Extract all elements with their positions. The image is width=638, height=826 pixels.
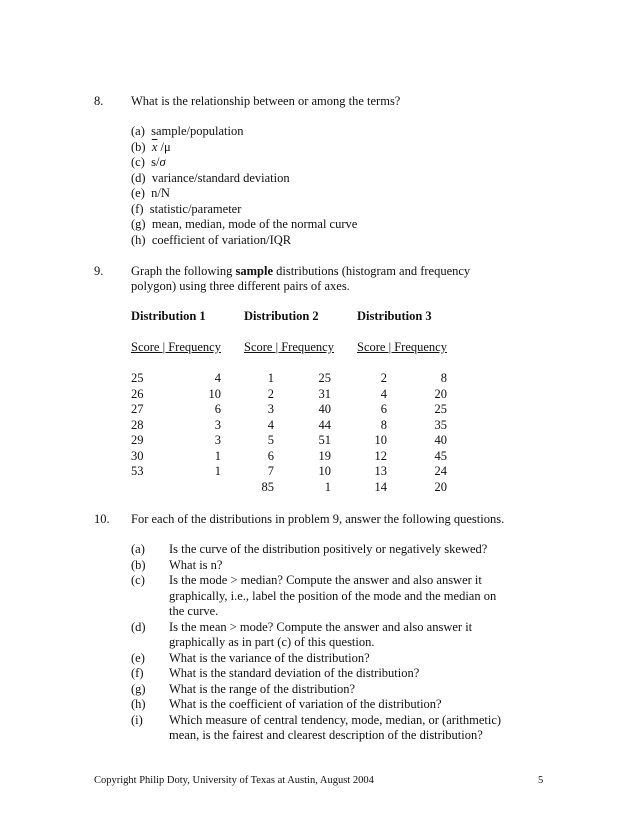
distribution-2-title: Distribution 2 [244,309,319,323]
question-8-prompt: What is the relationship between or among the terms? [131,94,401,108]
question-10-number: 10. [94,512,110,526]
table-row: 30 1 6 19 12 45 [131,448,447,463]
distribution-1-title: Distribution 1 [131,309,206,323]
table-row: 27 6 3 40 6 25 [131,402,447,416]
list-item: (f) statistic/parameter [131,201,242,216]
question-8-list [131,124,357,248]
table-row: 25 4 1 25 2 8 [131,371,447,385]
table-row: 26 10 2 31 4 20 [131,386,447,401]
distribution-table [131,371,447,495]
question-10-prompt: For each of the distributions in problem 9, answer the following questions. [131,512,505,526]
list-item: (g) mean, median, mode of the normal curve [131,217,358,231]
question-9-prompt-line-1: Graph the following sample distributions (histogram and frequency [131,264,471,278]
list-item: (h) coefficient of variation/IQR [131,232,292,247]
question-9-number: 9. [94,264,104,278]
list-item: (e) n/N [131,186,170,200]
question-8-number: 8. [94,94,104,108]
table-row: 28 3 4 44 8 35 [131,417,447,432]
distribution-2-column-header: Score | Frequency [244,340,334,354]
distribution-3-title: Distribution 3 [357,309,432,323]
x-bar-symbol: $\overline{x}$ [151,139,158,154]
page-number: 5 [538,775,544,786]
list-item: (a) sample/population [131,124,244,138]
table-row: 29 3 5 51 10 40 [131,433,447,447]
list-item: (d) variance/standard deviation [131,170,290,185]
footer-copyright: Copyright Philip Doty, University of Texas at Austin, August 2004 [94,775,374,786]
distribution-1-column-header: Score | Frequency [131,340,221,354]
document-page: 8. What is the relationship between or among the terms? (a) sample/population (b) $\overline{x}$ /μ (c) s/σ (d) variance/standard deviation (e) n/N (f) statistic/parameter (g) mean, median, mode of the normal curve (h) coefficient of variation/IQR 9. Graph the following sample distributions (histogram and frequency polygon) using three different pairs of axes. Distribution 1 Distribution 2 Distribution 3 Score | Frequency Score | Frequency Score | Frequency 25 4 1 25 2 8 26 10 2 31 4 20 27 6 3 40 6 25 28 3 4 44 8 35 29 3 5 51 10 40 30 1 6 19 12 45 53 1 7 10 13 24 85 1 14 20 10. For each of the distributions in problem 9, answer the following questions. (a) Is the curve of the distribution positively or negatively skewed? (b) What is n? (c) Is the mode > median? Compute the answer and also answer it graphically, i.e., label the position of the mode and the median on the curve. (d) Is the mean > mode? Compute the answer and also answer it graphically as in part (c) of this question. (e) What is the variance of the distribution? (f) What is the standard deviation of the distribution? (g) What is the range of the distribution? (h) What is the coefficient of variation of the distribution? (i) Which measure of central tendency, mode, median, or (arithmetic) mean, is the fairest and clearest description of the distribution? Copyright Philip Doty, University of Texas at Austin, August 2004 5 [94,94,544,786]
list-item: (c) s/σ [131,155,166,169]
sigma-symbol: σ [159,155,166,169]
question-9-prompt-line-2: polygon) using three different pairs of axes. [131,279,350,293]
table-row: 85 1 14 20 [261,479,447,494]
list-item: (b) $\overline{x}$ /μ [131,139,171,154]
distribution-3-column-header: Score | Frequency [357,340,447,354]
table-row: 53 1 7 10 13 24 [131,464,447,478]
